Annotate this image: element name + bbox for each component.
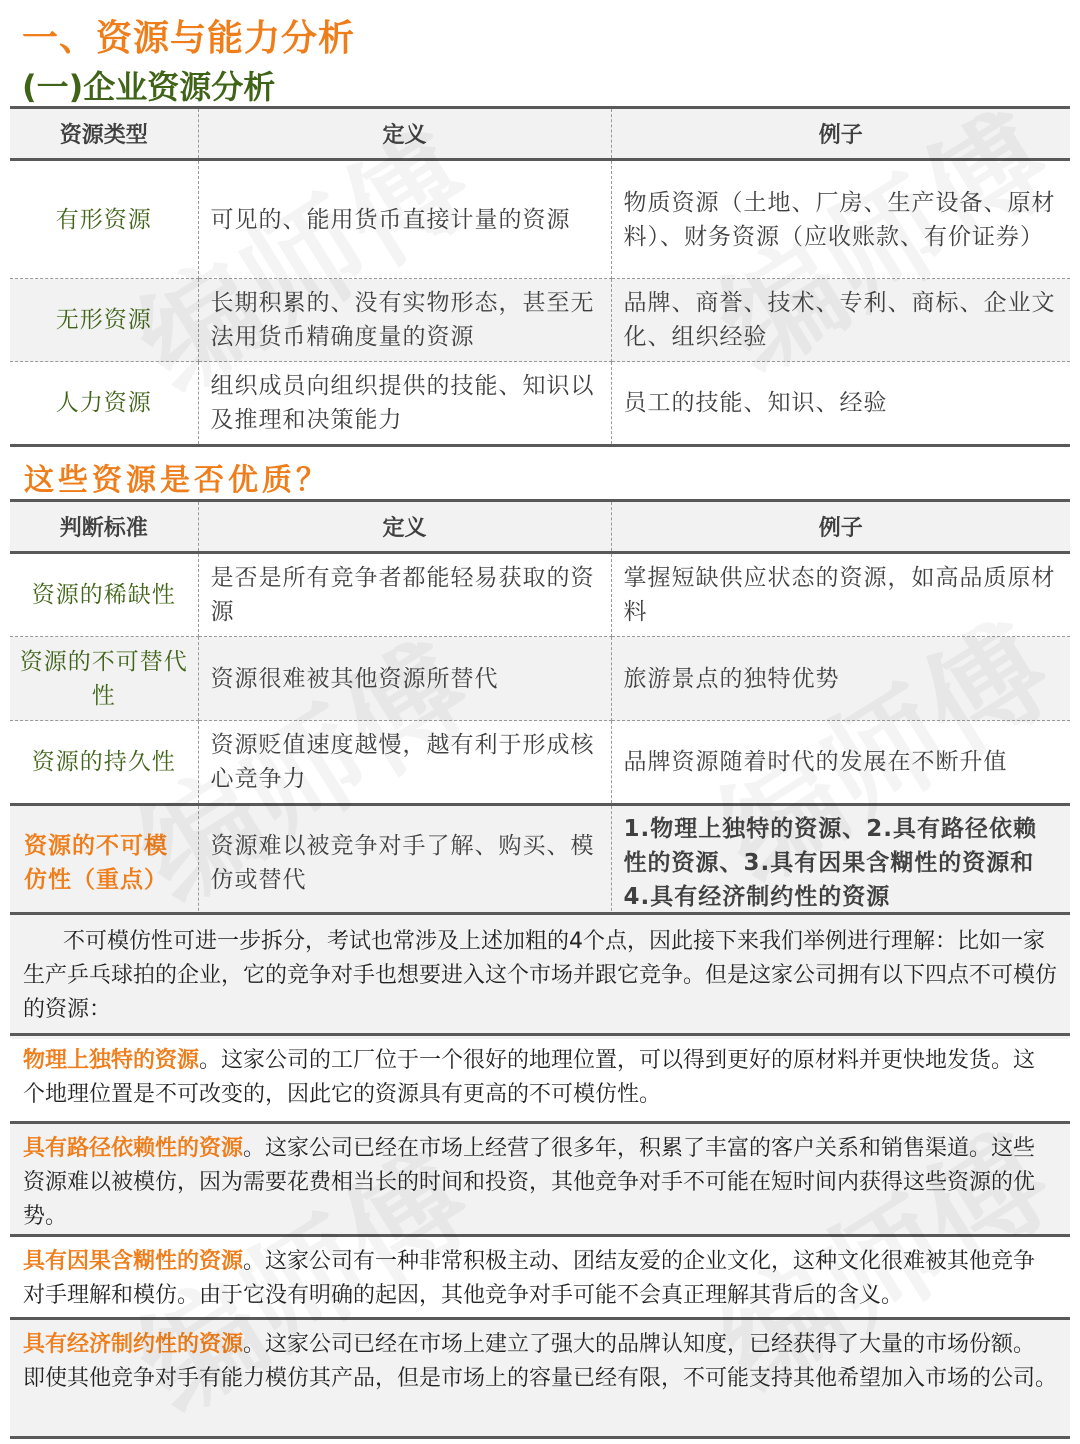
criterion-cell: 资源的稀缺性 [10, 553, 198, 637]
definition-cell: 是否是所有竞争者都能轻易获取的资源 [198, 553, 611, 637]
point-text: 。这家公司的工厂位于一个很好的地理位置，可以得到更好的原材料并更快地发货。这个地理位置是不可改变的，因此它的资源具有更高的不可模仿性。 [23, 1048, 1036, 1107]
example-cell: 1.物理上独特的资源、2.具有路径依赖性的资源、3.具有因果含糊性的资源和4.具有经济制约性的资源 [611, 805, 1070, 921]
definition-cell: 长期积累的、没有实物形态，甚至无法用货币精确度量的资源 [198, 279, 611, 362]
column-header: 定义 [198, 108, 611, 160]
column-header: 定义 [198, 501, 611, 553]
point-paragraph [10, 1033, 1070, 1126]
table-row-highlight [10, 805, 1070, 921]
point-text: 。这家公司已经在市场上经营了很多年，积累了丰富的客户关系和销售渠道。这些资源难以被模仿，因为需要花费相当长的时间和投资，其他竞争对手不可能在短时间内获得这些资源的优势。 [23, 1136, 1036, 1229]
definition-cell: 可见的、能用货币直接计量的资源 [198, 160, 611, 279]
resource-type-cell: 人力资源 [10, 362, 198, 446]
criterion-cell: 资源的不可替代性 [10, 637, 198, 721]
definition-cell: 资源难以被竞争对手了解、购买、模仿或替代 [198, 805, 611, 921]
column-header: 资源类型 [10, 108, 198, 160]
column-header: 判断标准 [10, 501, 198, 553]
table-row [10, 362, 1070, 446]
column-header: 例子 [611, 108, 1070, 160]
point-text: 。这家公司已经在市场上建立了强大的品牌认知度，已经获得了大量的市场份额。即使其他竞争对手有能力模仿其产品，但是市场上的容量已经有限，不可能支持其他希望加入市场的公司。 [23, 1332, 1058, 1391]
example-cell: 掌握短缺供应状态的资源，如高品质原材料 [611, 553, 1070, 637]
intro-text: 不可模仿性可进一步拆分，考试也常涉及上述加粗的4个点，因此接下来我们举例进行理解：比如一家生产乒乓球拍的企业，它的竞争对手也想要进入这个市场并跟它竞争。但是这家公司拥有以下四点不可模仿的资源： [23, 929, 1058, 1022]
resource-quality-table [10, 499, 1070, 921]
table-header-row [10, 501, 1070, 553]
column-header: 例子 [611, 501, 1070, 553]
point-paragraph [10, 1121, 1070, 1236]
table-row [10, 721, 1070, 805]
example-cell: 旅游景点的独特优势 [611, 637, 1070, 721]
table-row [10, 279, 1070, 362]
point-paragraph [10, 1234, 1070, 1319]
table-row [10, 160, 1070, 279]
example-cell: 物质资源（土地、厂房、生产设备、原材料）、财务资源（应收账款、有价证券） [611, 160, 1070, 279]
definition-cell: 组织成员向组织提供的技能、知识以及推理和决策能力 [198, 362, 611, 446]
point-keyword: 物理上独特的资源 [23, 1048, 200, 1073]
definition-cell: 资源贬值速度越慢，越有利于形成核心竞争力 [198, 721, 611, 805]
point-keyword: 具有经济制约性的资源 [23, 1332, 244, 1357]
criterion-cell-key: 资源的不可模仿性（重点） [10, 805, 198, 921]
resource-types-table [10, 106, 1070, 447]
quality-question-heading: 这些资源是否优质？ [24, 463, 330, 498]
point-keyword: 具有路径依赖性的资源 [23, 1136, 244, 1161]
table-row [10, 637, 1070, 721]
point-keyword: 具有因果含糊性的资源 [23, 1249, 244, 1274]
subsection-heading: (一)企业资源分析 [22, 68, 276, 106]
example-cell: 品牌资源随着时代的发展在不断升值 [611, 721, 1070, 805]
resource-type-cell: 有形资源 [10, 160, 198, 279]
example-cell: 员工的技能、知识、经验 [611, 362, 1070, 446]
table-header-row [10, 108, 1070, 160]
resource-type-cell: 无形资源 [10, 279, 198, 362]
point-text: 。这家公司有一种非常积极主动、团结友爱的企业文化，这种文化很难被其他竞争对手理解和模仿。由于它没有明确的起因，其他竞争对手可能不会真正理解其背后的含义。 [23, 1249, 1036, 1308]
criterion-cell: 资源的持久性 [10, 721, 198, 805]
table-row [10, 553, 1070, 637]
point-paragraph [10, 1317, 1070, 1439]
section-heading: 一、资源与能力分析 [22, 18, 356, 59]
example-cell: 品牌、商誉、技术、专利、商标、企业文化、组织经验 [611, 279, 1070, 362]
intro-paragraph [10, 912, 1070, 1039]
definition-cell: 资源很难被其他资源所替代 [198, 637, 611, 721]
